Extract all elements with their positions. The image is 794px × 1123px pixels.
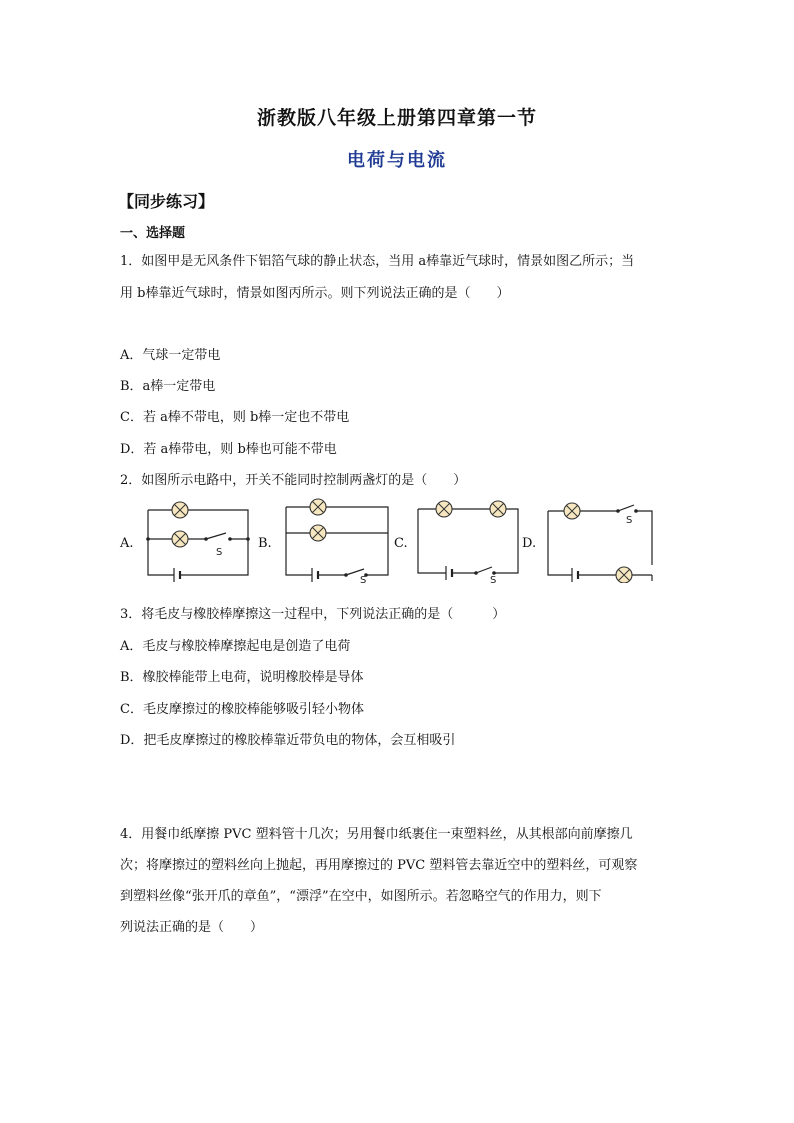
lamp-icon (172, 502, 188, 518)
q3-line1: 3．将毛皮与橡胶棒摩擦这一过程中，下列说法正确的是（ ） (120, 607, 506, 622)
lamp-icon (564, 503, 580, 519)
switch-label: S (490, 575, 497, 583)
lamp-icon (310, 499, 326, 515)
circuit-diagram-d (540, 495, 660, 583)
q3-option-b: B．橡胶棒能带上电荷，说明橡胶棒是导体 (120, 670, 364, 685)
switch-label: S (360, 575, 367, 583)
q4-line4: 列说法正确的是（ ） (120, 920, 264, 935)
q3-option-d: D．把毛皮摩擦过的橡胶棒靠近带负电的物体，会互相吸引 (120, 733, 456, 748)
page-title: 浙教版八年级上册第四章第一节 (256, 107, 537, 129)
q1-option-d: D．若 a棒带电，则 b棒也可能不带电 (120, 442, 337, 457)
q3-option-c: C．毛皮摩擦过的橡胶棒能够吸引轻小物体 (120, 702, 364, 717)
q2-line1: 2．如图所示电路中，开关不能同时控制两盏灯的是（ ） (120, 473, 467, 488)
section-heading: 【同步练习】 (118, 192, 215, 211)
lamp-icon (172, 531, 188, 547)
circuit-diagram-c (410, 495, 525, 583)
q1-option-b: B．a棒一定带电 (120, 379, 216, 394)
circuit-diagram-a (140, 495, 260, 583)
q4-line3: 到塑料丝像“张开爪的章鱼”，“漂浮”在空中，如图所示。若忽略空气的作用力，则下 (120, 889, 602, 904)
circuit-diagram-b (278, 495, 398, 583)
q1-line2: 用 b棒靠近气球时，情景如图丙所示。则下列说法正确的是（ ） (120, 286, 510, 301)
lamp-icon (436, 501, 452, 517)
q1-line1: 1．如图甲是无风条件下铝箔气球的静止状态，当用 a棒靠近气球时，情景如图乙所示；当 (120, 254, 635, 269)
q4-line1: 4．用餐巾纸摩擦 PVC 塑料管十几次；另用餐巾纸裹住一束塑料丝，从其根部向前摩擦几 (120, 827, 633, 842)
q2-label-a: A. (120, 536, 134, 551)
lamp-icon (310, 525, 326, 541)
part-heading: 一、选择题 (120, 226, 186, 241)
lamp-icon (490, 501, 506, 517)
q3-option-a: A．毛皮与橡胶棒摩擦起电是创造了电荷 (120, 639, 351, 654)
q2-label-b: B. (258, 536, 272, 551)
q4-line2: 次；将摩擦过的塑料丝向上抛起，再用摩擦过的 PVC 塑料管去靠近空中的塑料丝，可观察 (120, 858, 638, 873)
q2-label-d: D. (522, 536, 537, 551)
page-subtitle: 电荷与电流 (347, 150, 447, 171)
q1-option-a: A．气球一定带电 (120, 348, 221, 363)
switch-label: S (626, 515, 633, 526)
q1-option-c: C．若 a棒不带电，则 b棒一定也不带电 (120, 410, 350, 425)
q2-label-c: C. (394, 536, 408, 551)
switch-label: S (216, 547, 223, 558)
lamp-icon (616, 567, 632, 583)
